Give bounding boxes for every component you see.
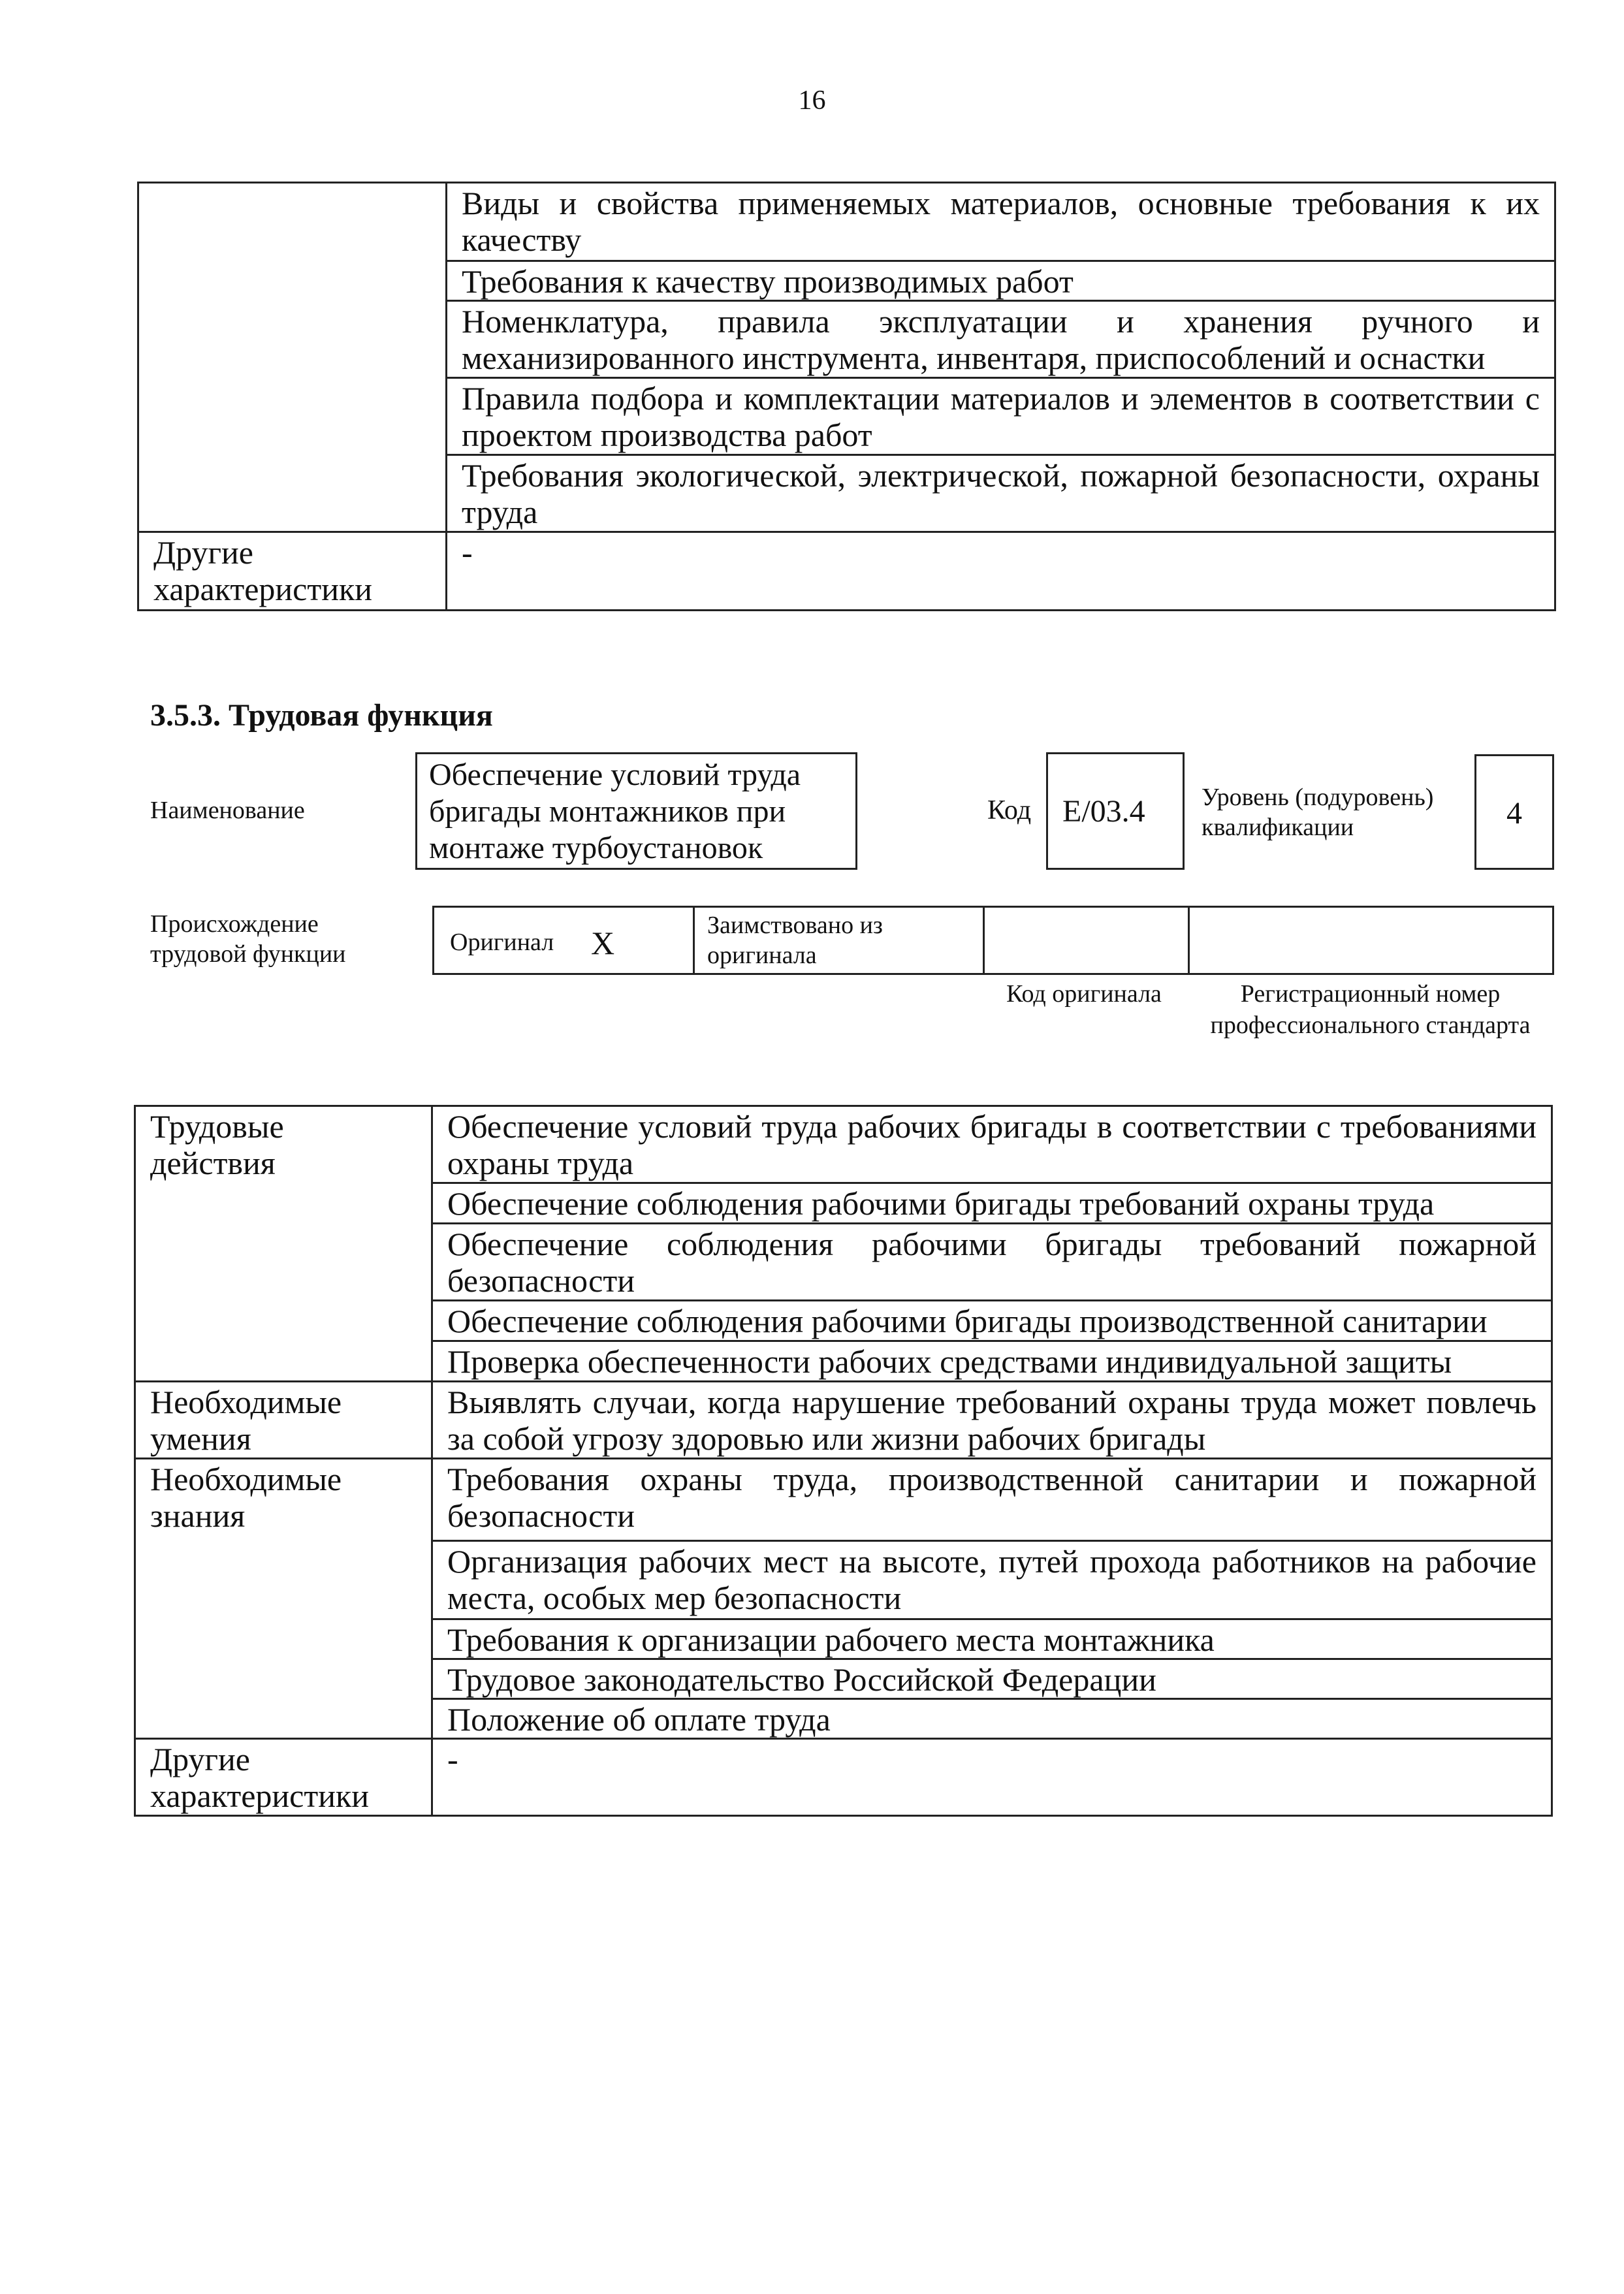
level-label: Уровень (подуровень) квалификации bbox=[1202, 784, 1434, 841]
knowledge-item: Трудовое законодательство Российской Федерации bbox=[432, 1659, 1552, 1699]
name-label: Наименование bbox=[150, 797, 305, 824]
knowledge-item: Правила подбора и комплектации материалов и элементов в соответствии с проектом производства работ bbox=[447, 378, 1555, 455]
knowledge-item: Виды и свойства применяемых материалов, основные требования к их качеству bbox=[447, 183, 1555, 261]
section-heading: 3.5.3. Трудовая функция bbox=[150, 698, 493, 733]
skill-item: Выявлять случаи, когда нарушение требований охраны труда может повлечь за собой угрозу здоровью или жизни рабочих бригады bbox=[432, 1382, 1552, 1459]
labor-action-item: Проверка обеспеченности рабочих средствами индивидуальной защиты bbox=[432, 1341, 1552, 1382]
knowledge-item: Положение об оплате труда bbox=[432, 1699, 1552, 1739]
original-label: Оригинал bbox=[450, 929, 554, 956]
other-characteristics-value: - bbox=[447, 532, 1555, 611]
knowledge-item: Требования экологической, электрической, пожарной безопасности, охраны труда bbox=[447, 455, 1555, 532]
reg-number-caption: Регистрационный номер профессионального стандарта bbox=[1210, 980, 1531, 1039]
borrowed-label: Заимствовано из оригинала bbox=[707, 912, 883, 969]
labor-action-item: Обеспечение соблюдения рабочими бригады производственной санитарии bbox=[432, 1301, 1552, 1341]
code-value: E/03.4 bbox=[1062, 794, 1145, 829]
other-characteristics-label: Другие характеристики bbox=[135, 1739, 432, 1816]
name-box bbox=[415, 752, 857, 870]
origin-row bbox=[432, 906, 1554, 975]
level-box bbox=[1474, 754, 1554, 870]
code-box bbox=[1046, 752, 1185, 870]
code-label: Код bbox=[987, 795, 1032, 825]
divider bbox=[1188, 908, 1190, 973]
knowledge-item: Требования к организации рабочего места монтажника bbox=[432, 1619, 1552, 1659]
empty-label-cell bbox=[138, 183, 447, 532]
function-name: Обеспечение условий труда бригады монтажников при монтаже турбоустановок bbox=[429, 757, 801, 865]
labor-function-table bbox=[134, 1105, 1553, 1817]
labor-actions-label: Трудовые действия bbox=[135, 1106, 432, 1382]
skills-label: Необходимые умения bbox=[135, 1382, 432, 1459]
divider bbox=[983, 908, 985, 973]
knowledge-item: Номенклатура, правила эксплуатации и хранения ручного и механизированного инструмента, инвентаря, приспособлений и оснастки bbox=[447, 301, 1555, 378]
labor-action-item: Обеспечение условий труда рабочих бригады в соответствии с требованиями охраны труда bbox=[432, 1106, 1552, 1183]
level-value: 4 bbox=[1506, 796, 1522, 831]
knowledge-table-continued bbox=[137, 182, 1556, 611]
labor-action-item: Обеспечение соблюдения рабочими бригады требований пожарной безопасности bbox=[432, 1224, 1552, 1301]
divider bbox=[693, 908, 695, 973]
origin-label: Происхождение трудовой функции bbox=[150, 910, 346, 968]
original-mark: X bbox=[591, 925, 615, 961]
labor-action-item: Обеспечение соблюдения рабочими бригады требований охраны труда bbox=[432, 1183, 1552, 1224]
knowledge-label: Необходимые знания bbox=[135, 1459, 432, 1739]
other-characteristics-value: - bbox=[432, 1739, 1552, 1816]
knowledge-item: Организация рабочих мест на высоте, путей прохода работников на рабочие места, особых мер безопасности bbox=[432, 1541, 1552, 1619]
other-characteristics-label: Другие характеристики bbox=[138, 532, 447, 611]
knowledge-item: Требования охраны труда, производственной санитарии и пожарной безопасности bbox=[432, 1459, 1552, 1541]
code-original-caption: Код оригинала bbox=[1006, 980, 1162, 1008]
knowledge-item: Требования к качеству производимых работ bbox=[447, 261, 1555, 301]
page-number: 16 bbox=[798, 86, 826, 116]
